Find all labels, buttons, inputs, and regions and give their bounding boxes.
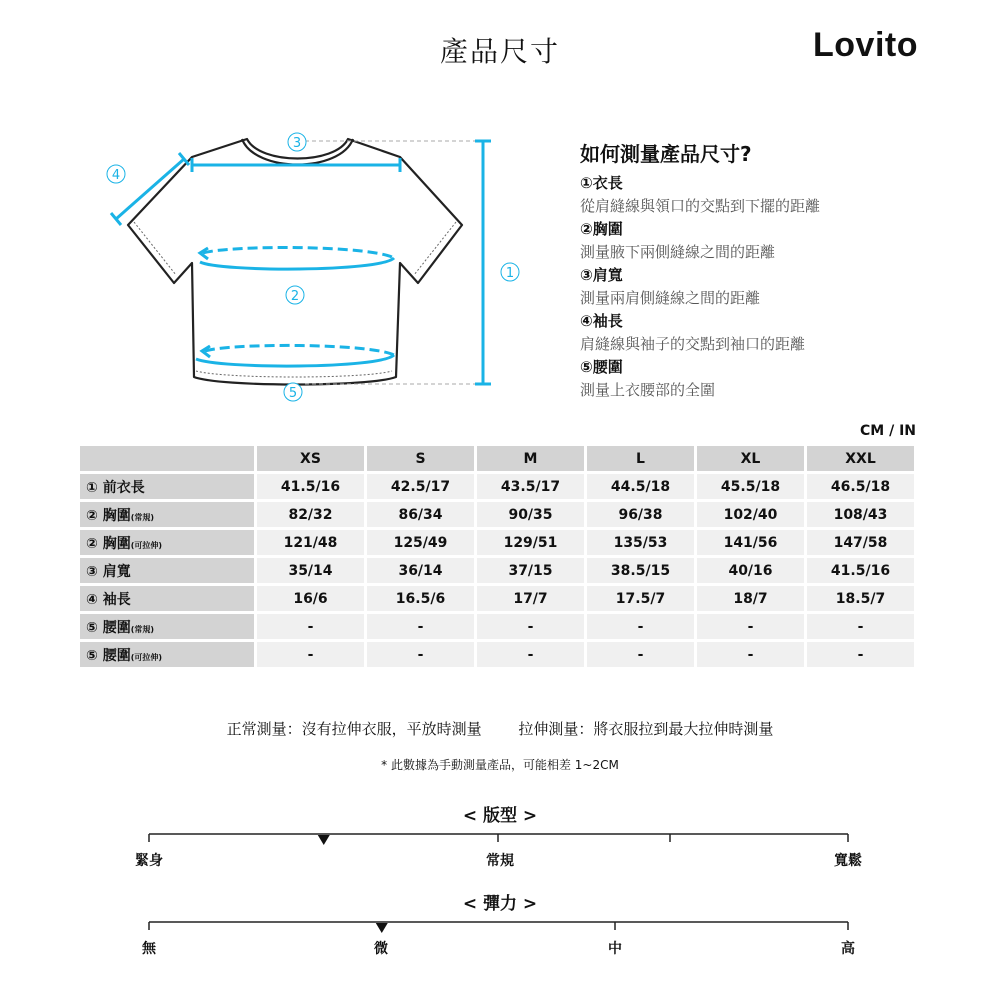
guide-item-length: [580, 172, 940, 218]
table-cell: 17.5/7: [587, 586, 694, 611]
table-cell: 90/35: [477, 502, 584, 527]
table-cell: 38.5/15: [587, 558, 694, 583]
guide-item-chest: [580, 218, 940, 264]
row-label-note: (可拉伸): [130, 540, 163, 550]
table-row: [80, 586, 914, 611]
elasticity-marker: [376, 923, 388, 933]
guide-item-desc: 測量兩肩側縫線之間的距離: [580, 289, 761, 307]
measurement-guide: [580, 172, 940, 402]
table-cell: 147/58: [807, 530, 914, 555]
size-header: L: [587, 446, 694, 471]
table-cell: 18.5/7: [807, 586, 914, 611]
table-cell: 18/7: [697, 586, 804, 611]
tshirt-outline: [128, 139, 462, 385]
fit-scale: [140, 830, 860, 850]
table-cell: -: [697, 642, 804, 667]
row-label: [80, 614, 254, 639]
size-header: S: [367, 446, 474, 471]
table-cell: 16.5/6: [367, 586, 474, 611]
table-cell: 37/15: [477, 558, 584, 583]
table-cell: -: [477, 614, 584, 639]
table-cell: 45.5/18: [697, 474, 804, 499]
table-cell: 129/51: [477, 530, 584, 555]
row-label-note: (常規): [130, 512, 155, 522]
table-cell: 141/56: [697, 530, 804, 555]
table-cell: 44.5/18: [587, 474, 694, 499]
fit-label-loose: 寬鬆: [834, 853, 862, 869]
brand-logo: Lovito: [813, 26, 918, 64]
stretch-measurement-note: 拉伸測量：將衣服拉到最大拉伸時測量: [518, 720, 774, 738]
disclaimer: * 此數據為手動測量產品，可能相差 1~2CM: [381, 758, 619, 772]
guide-item-title: ②胸圍: [580, 220, 623, 238]
table-cell: 40/16: [697, 558, 804, 583]
fit-marker: [318, 835, 330, 845]
row-label: [80, 586, 254, 611]
row-label-text: ① 前衣長: [86, 479, 145, 496]
marker-5: 5: [288, 386, 298, 401]
table-cell: 41.5/16: [257, 474, 364, 499]
table-row: [80, 558, 914, 583]
row-label-note: (可拉伸): [130, 652, 163, 662]
fit-title: < 版型 >: [462, 806, 538, 826]
row-label-text: ③ 肩寬: [86, 563, 131, 580]
measurement-notes: [0, 718, 1000, 739]
table-cell: 17/7: [477, 586, 584, 611]
tshirt-diagram: [100, 125, 530, 405]
guide-item-desc: 測量腋下兩側縫線之間的距離: [580, 243, 776, 261]
table-header-row: [80, 446, 914, 471]
fit-label-regular: 常規: [486, 853, 514, 869]
row-label-text: ⑤ 腰圍: [86, 619, 131, 636]
elasticity-title: < 彈力 >: [462, 894, 538, 914]
table-cell: 41.5/16: [807, 558, 914, 583]
size-header: XXL: [807, 446, 914, 471]
table-cell: 35/14: [257, 558, 364, 583]
fit-label-tight: 緊身: [135, 853, 163, 869]
table-cell: 125/49: [367, 530, 474, 555]
table-cell: -: [807, 642, 914, 667]
table-row: [80, 474, 914, 499]
guide-item-title: ⑤腰圍: [580, 358, 623, 376]
row-label-text: ② 胸圍: [86, 507, 131, 524]
table-cell: 108/43: [807, 502, 914, 527]
table-cell: -: [257, 614, 364, 639]
table-cell: -: [807, 614, 914, 639]
table-cell: -: [697, 614, 804, 639]
table-cell: 102/40: [697, 502, 804, 527]
marker-2: 2: [290, 289, 300, 304]
table-cell: 135/53: [587, 530, 694, 555]
table-cell: 36/14: [367, 558, 474, 583]
table-cell: -: [587, 614, 694, 639]
table-row: [80, 502, 914, 527]
size-header: M: [477, 446, 584, 471]
row-label: [80, 530, 254, 555]
table-cell: 121/48: [257, 530, 364, 555]
table-cell: 16/6: [257, 586, 364, 611]
guide-item-title: ①衣長: [580, 174, 623, 192]
table-row: [80, 642, 914, 667]
row-label-text: ④ 袖長: [86, 591, 131, 608]
guide-item-desc: 從肩縫線與領口的交點到下擺的距離: [580, 197, 821, 215]
guide-item-desc: 測量上衣腰部的全圍: [580, 381, 716, 399]
elasticity-label-slight: 微: [374, 941, 388, 957]
row-label-note: (常規): [130, 624, 155, 634]
table-cell: 82/32: [257, 502, 364, 527]
elasticity-label-medium: 中: [608, 941, 622, 957]
marker-1: 1: [505, 266, 515, 281]
table-cell: 96/38: [587, 502, 694, 527]
normal-measurement-note: 正常測量：沒有拉伸衣服，平放時測量: [226, 720, 482, 738]
table-row: [80, 614, 914, 639]
row-label: [80, 642, 254, 667]
size-header: XS: [257, 446, 364, 471]
table-cell: -: [367, 642, 474, 667]
table-cell: -: [477, 642, 584, 667]
table-cell: 42.5/17: [367, 474, 474, 499]
guide-item-waist: [580, 356, 940, 402]
table-row: [80, 530, 914, 555]
row-label: [80, 474, 254, 499]
guide-item-sleeve: [580, 310, 940, 356]
elasticity-label-high: 高: [841, 941, 855, 957]
guide-item-shoulder: [580, 264, 940, 310]
table-cell: 43.5/17: [477, 474, 584, 499]
table-cell: -: [587, 642, 694, 667]
guide-item-title: ④袖長: [580, 312, 623, 330]
row-label-text: ② 胸圍: [86, 535, 131, 552]
unit-label: CM / IN: [860, 423, 916, 439]
elasticity-scale: [140, 918, 860, 938]
table-cell: -: [257, 642, 364, 667]
table-corner: [80, 446, 254, 471]
table-cell: -: [367, 614, 474, 639]
marker-3: 3: [292, 136, 302, 151]
guide-heading: 如何測量產品尺寸?: [580, 142, 752, 166]
row-label-text: ⑤ 腰圍: [86, 647, 131, 664]
size-table: [77, 443, 917, 670]
row-label: [80, 502, 254, 527]
guide-item-title: ③肩寬: [580, 266, 623, 284]
size-header: XL: [697, 446, 804, 471]
table-cell: 46.5/18: [807, 474, 914, 499]
table-cell: 86/34: [367, 502, 474, 527]
guide-item-desc: 肩縫線與袖子的交點到袖口的距離: [580, 335, 806, 353]
elasticity-label-none: 無: [142, 941, 156, 957]
row-label: [80, 558, 254, 583]
page-title: 產品尺寸: [439, 35, 560, 68]
marker-4: 4: [111, 168, 121, 183]
